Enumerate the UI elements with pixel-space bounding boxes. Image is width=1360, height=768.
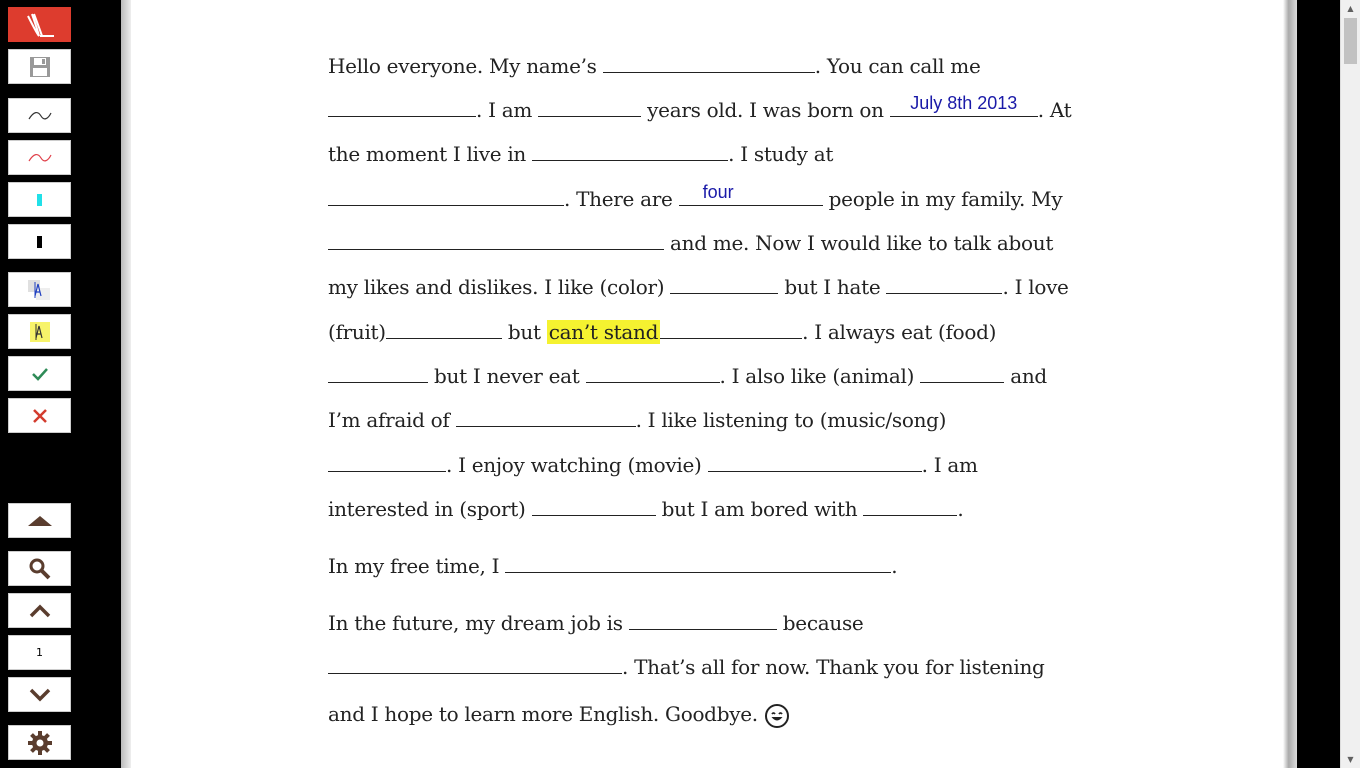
blank-birthdate[interactable] bbox=[890, 93, 1038, 117]
save-icon bbox=[28, 55, 52, 79]
highlighted-text: can’t stand bbox=[548, 320, 659, 344]
save-button[interactable] bbox=[8, 49, 71, 84]
blank-family-members[interactable] bbox=[328, 231, 664, 250]
blank-dream-job[interactable] bbox=[629, 611, 777, 630]
page-number-box[interactable] bbox=[8, 635, 71, 670]
smiley-icon bbox=[764, 703, 790, 729]
blank-city[interactable] bbox=[532, 142, 728, 161]
prev-page-button[interactable] bbox=[8, 593, 71, 628]
settings-icon bbox=[27, 730, 53, 756]
text-yellow-icon bbox=[28, 320, 52, 344]
pen-red-icon bbox=[26, 150, 54, 166]
marker-black-button[interactable] bbox=[8, 224, 71, 259]
text-line: . I enjoy watching (movie) . I am bbox=[328, 453, 978, 477]
logo-button[interactable] bbox=[8, 7, 71, 42]
text-line: and me. Now I would like to talk about bbox=[328, 231, 1053, 255]
next-page-button[interactable] bbox=[8, 677, 71, 712]
page-up-button[interactable] bbox=[8, 503, 71, 538]
blank-animal[interactable] bbox=[920, 364, 1004, 383]
page-edge-left bbox=[121, 0, 131, 768]
text-line: In the future, my dream job is because bbox=[328, 611, 864, 635]
logo-icon bbox=[20, 10, 60, 40]
blank-hate[interactable] bbox=[886, 275, 1002, 294]
text-line: I’m afraid of . I like listening to (music/song) bbox=[328, 408, 947, 432]
text-line: (fruit) but can’t stand . I always eat (food) bbox=[328, 320, 997, 344]
scroll-up-arrow-icon[interactable]: ▲ bbox=[1347, 4, 1354, 13]
text-line: . I am years old. I was born on July 8th 2013 . At bbox=[328, 98, 1071, 122]
text-line: the moment I live in . I study at bbox=[328, 142, 834, 166]
pen-black-icon bbox=[26, 108, 54, 124]
viewer-margin-right bbox=[1297, 0, 1340, 768]
highlighter-cyan-icon bbox=[35, 192, 45, 208]
viewer-margin-left bbox=[78, 0, 121, 768]
blank-movie[interactable] bbox=[708, 453, 922, 472]
filled-birthdate: July 8th 2013 bbox=[910, 93, 1018, 113]
cross-icon bbox=[31, 407, 49, 425]
vertical-scrollbar[interactable] bbox=[1340, 0, 1360, 768]
blank-sport[interactable] bbox=[532, 497, 656, 516]
text-line: but I never eat . I also like (animal) and bbox=[328, 364, 1047, 388]
page-up-icon bbox=[27, 514, 53, 528]
blank-free-time[interactable] bbox=[505, 554, 891, 573]
check-button[interactable] bbox=[8, 356, 71, 391]
search-icon bbox=[28, 557, 52, 581]
blank-family-count[interactable] bbox=[679, 182, 823, 206]
pen-red-button[interactable] bbox=[8, 140, 71, 175]
blank-nickname[interactable] bbox=[328, 98, 476, 117]
text-line: . That’s all for now. Thank you for listening bbox=[328, 655, 1045, 679]
blank-food[interactable] bbox=[328, 364, 428, 383]
filled-family-count: four bbox=[702, 182, 734, 202]
scroll-down-arrow-icon[interactable]: ▼ bbox=[1347, 755, 1354, 764]
text-line: my likes and dislikes. I like (color) but I hate . I love bbox=[328, 275, 1069, 299]
check-icon bbox=[30, 366, 50, 382]
settings-button[interactable] bbox=[8, 725, 71, 760]
blank-music[interactable] bbox=[328, 453, 446, 472]
highlighter-cyan-button[interactable] bbox=[8, 182, 71, 217]
text-blue-icon bbox=[26, 276, 54, 304]
cross-button[interactable] bbox=[8, 398, 71, 433]
blank-color[interactable] bbox=[670, 275, 778, 294]
page-number: 1 bbox=[36, 646, 43, 659]
blank-fruit[interactable] bbox=[386, 320, 502, 339]
blank-afraid[interactable] bbox=[456, 408, 636, 427]
scroll-thumb[interactable] bbox=[1344, 18, 1357, 64]
pen-black-button[interactable] bbox=[8, 98, 71, 133]
next-page-icon bbox=[28, 687, 52, 703]
text-line: Hello everyone. My name’s . You can call me bbox=[328, 54, 981, 78]
text-yellow-button[interactable] bbox=[8, 314, 71, 349]
marker-black-icon bbox=[35, 234, 45, 250]
blank-name[interactable] bbox=[603, 54, 815, 73]
page-edge-right bbox=[1283, 0, 1297, 768]
blank-because[interactable] bbox=[328, 655, 622, 674]
blank-school[interactable] bbox=[328, 187, 564, 206]
prev-page-icon bbox=[28, 603, 52, 619]
blank-cant-stand[interactable] bbox=[660, 320, 802, 339]
blank-never-eat[interactable] bbox=[586, 364, 720, 383]
text-blue-button[interactable] bbox=[8, 272, 71, 307]
blank-bored-with[interactable] bbox=[863, 497, 957, 516]
text-line: and I hope to learn more English. Goodbye. bbox=[328, 702, 790, 729]
text-line: interested in (sport) but I am bored with . bbox=[328, 497, 964, 521]
text-line: In my free time, I . bbox=[328, 554, 898, 578]
text-line: . There are four people in my family. My bbox=[328, 187, 1062, 211]
annotation-toolbar bbox=[0, 0, 78, 768]
search-button[interactable] bbox=[8, 551, 71, 586]
blank-age[interactable] bbox=[538, 98, 641, 117]
